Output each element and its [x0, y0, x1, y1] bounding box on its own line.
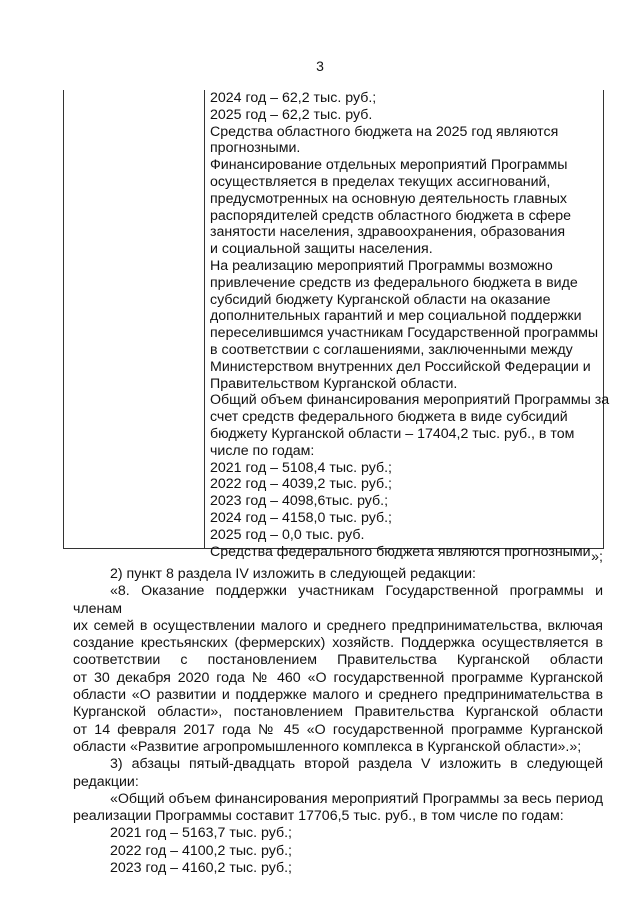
table-cell-line: Средства областного бюджета на 2025 год являются	[210, 123, 559, 140]
item-2-paragraph: 2) пункт 8 раздела IV изложить в следующей редакции:	[110, 566, 476, 582]
table-cell-line: дополнительных гарантий и мер социальной поддержки	[210, 308, 582, 325]
table-cell-line: Министерством внутренних дел Российской Федерации и	[210, 358, 591, 375]
table-cell-line: 2025 год – 0,0 тыс. руб.	[210, 526, 365, 543]
item-8-line: их семей в осуществлении малого и среднего предпринимательства, включая	[73, 617, 603, 634]
table-cell-line: Правительством Курганской области.	[210, 375, 458, 392]
table-cell-line: 2024 год – 62,2 тыс. руб.;	[210, 90, 377, 106]
page-number: 3	[316, 58, 324, 74]
item-3-line: 3) абзацы пятый-двадцать второй раздела V изложить в следующей	[110, 756, 603, 773]
table-cell-line: прогнозными.	[210, 140, 301, 157]
table-cell-line: переселившимся участникам Государственной программы	[210, 325, 599, 342]
item-8-line: от 14 февраля 2017 года № 45 «О государственной программе Курганской	[73, 721, 603, 738]
funding-quote-paragraph	[73, 791, 603, 826]
table-cell-line: в соответствии с соглашениями, заключенными между	[210, 341, 573, 358]
table-cell-line: Общий объем финансирования мероприятий Программы за	[210, 392, 610, 409]
table-cell-line: распорядителей средств областного бюджета в сфере	[210, 207, 572, 224]
table-cell-line: и социальной защиты населения.	[210, 241, 433, 258]
table-cell-line: числе по годам:	[210, 442, 315, 459]
table-cell-line: 2021 год – 5108,4 тыс. руб.;	[210, 459, 392, 476]
funding-quote-line: реализации Программы составит 17706,5 тыс. руб., в том числе по годам:	[73, 808, 564, 825]
item-8-paragraph	[73, 583, 603, 756]
table-cell-line: счет средств федерального бюджета в виде субсидий	[210, 409, 568, 426]
funding-year-line: 2022 год – 4100,2 тыс. руб.;	[110, 842, 292, 859]
item-8-line: Курганской области», постановлением Правительства Курганской области	[73, 704, 603, 721]
item-8-line: области «Развитие агропромышленного комплекса в Курганской области».»;	[73, 738, 582, 755]
item-8-line: от 30 декабря 2020 года № 460 «О государственной программе Курганской	[73, 669, 603, 686]
funding-year-line: 2021 год – 5163,7 тыс. руб.;	[110, 825, 292, 842]
item-8-line: создание крестьянских (фермерских) хозяйств. Поддержка осуществляется в	[73, 635, 603, 652]
table-cell-line: На реализацию мероприятий Программы возможно	[210, 257, 553, 274]
item-8-line: соответствии с постановлением Правительства Курганской области	[73, 652, 603, 669]
item-3-paragraph	[73, 756, 603, 791]
item-8-line: «8. Оказание поддержки участникам Государственной программы и членам	[73, 583, 603, 617]
item-8-line: области «О развитии и поддержке малого и среднего предпринимательства в	[73, 687, 603, 704]
item-3-line: редакции:	[73, 773, 139, 790]
table-cell-line: субсидий бюджету Курганской области на оказание	[210, 291, 551, 308]
table-cell-line: Финансирование отдельных мероприятий Программы	[210, 157, 568, 174]
table-right-column	[210, 90, 610, 560]
table-cell-line: 2024 год – 4158,0 тыс. руб.;	[210, 509, 392, 526]
table-cell-line: бюджету Курганской области – 17404,2 тыс. руб., в том	[210, 425, 575, 442]
table-cell-line: привлечение средств из федерального бюджета в виде	[210, 274, 578, 291]
table-cell-line: занятости населения, здравоохранения, образования	[210, 224, 566, 241]
funding-year-line: 2023 год – 4160,2 тыс. руб.;	[110, 860, 292, 877]
program-passport-table	[63, 90, 610, 560]
funding-quote-line: «Общий объем финансирования мероприятий Программы за весь период	[110, 790, 603, 807]
table-cell-line: 2025 год – 62,2 тыс. руб.	[210, 106, 373, 123]
document-body	[73, 566, 603, 877]
table-cell-line: 2022 год – 4039,2 тыс. руб.;	[210, 476, 392, 493]
table-cell-line: Средства федерального бюджета являются прогнозными	[210, 543, 591, 560]
table-cell-line: 2023 год – 4098,6тыс. руб.;	[210, 493, 389, 510]
table-cell-line: осуществляется в пределах текущих ассигнований,	[210, 173, 551, 190]
closing-quote-mark: »;	[591, 549, 603, 565]
table-cell-line: предусмотренных на основную деятельность главных	[210, 190, 568, 207]
table-left-column	[64, 90, 205, 548]
